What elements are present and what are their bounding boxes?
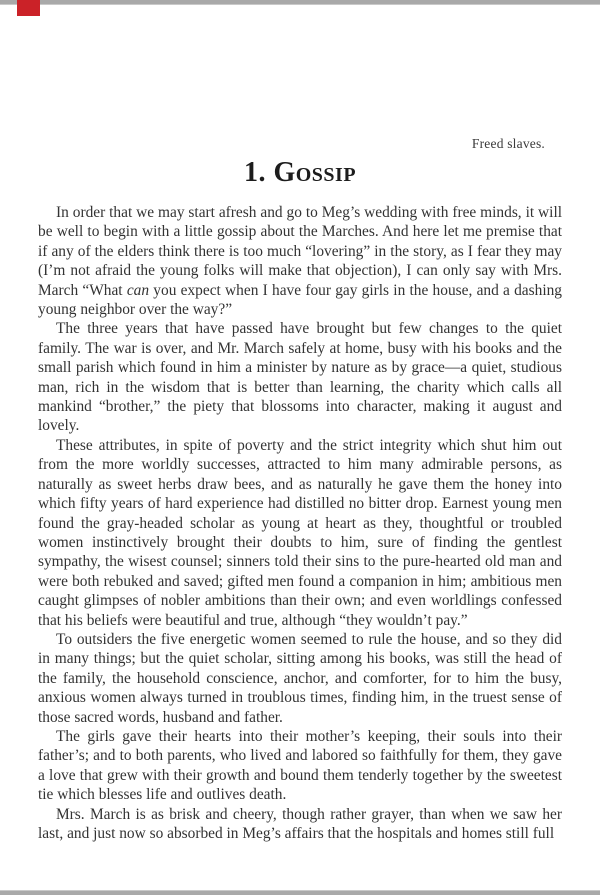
paragraph: These attributes, in spite of poverty and the strict integrity which shut him out from the more worldly successes, attracted to him many admirable persons, as naturally as sweet herbs draw bees, and as naturally he gave them the honey into which fifty years of hard experience had distilled no bitter drop. Earnest young men found the gray-headed scholar as young at heart as they, thoughtful or troubled women instinctively brought their doubts to him, sure of finding the gentlest sympathy, the wisest counsel; sinners told their sins to the pure-hearted old man and were both rebuked and saved; gifted men found a companion in him; ambitious men caught glimpses of nobler ambitions than their own; and even worldlings confessed that his beliefs were beautiful and true, although “they wouldn’t pay.” (38, 436, 562, 629)
bookmark-icon[interactable] (17, 0, 40, 16)
paragraph: To outsiders the five energetic women seemed to rule the house, and so they did in many things; but the quiet scholar, sitting among his books, was still the head of the family, the household conscience, anchor, and comforter, for to him the busy, anxious women always turned in troublous times, finding him, in the truest sense of those sacred words, husband and father. (38, 630, 562, 726)
chapter-heading: 1. Gossip (243, 157, 357, 188)
top-edge-bar (0, 0, 600, 5)
bottom-edge-bar (0, 890, 600, 895)
paragraph: The girls gave their hearts into their mother’s keeping, their souls into their father’s; and to both parents, who lived and labored so faithfully for them, they gave a love that grew with their growth and bound them tenderly together by the sweetest tie which blesses life and outlives death. (38, 727, 562, 804)
illustration-caption: Freed slaves. (471, 136, 545, 151)
paragraph: In order that we may start afresh and go to Meg’s wedding with free minds, it will be well to begin with a little gossip about the Marches. And here let me premise that if any of the elders think there is too much “lovering” in the story, as I fear they may (I’m not afraid the young folks will make that objection), I can only say with Mrs. March “What can you expect when I have four gay girls in the house, and a dashing young neighbor over the way?” (38, 204, 562, 319)
paragraph: Mrs. March is as brisk and cheery, though rather grayer, than when we saw her last, and just now so absorbed in Meg’s affairs that the hospitals and homes still full (38, 805, 562, 842)
body-text (38, 203, 562, 843)
paragraph: The three years that have passed have brought but few changes to the quiet family. The war is over, and Mr. March safely at home, busy with his books and the small parish which found in him a minister by nature as by grace—a quiet, studious man, rich in the wisdom that is better than learning, the charity which calls all mankind “brother,” the piety that blossoms into character, making it august and lovely. (38, 320, 562, 435)
